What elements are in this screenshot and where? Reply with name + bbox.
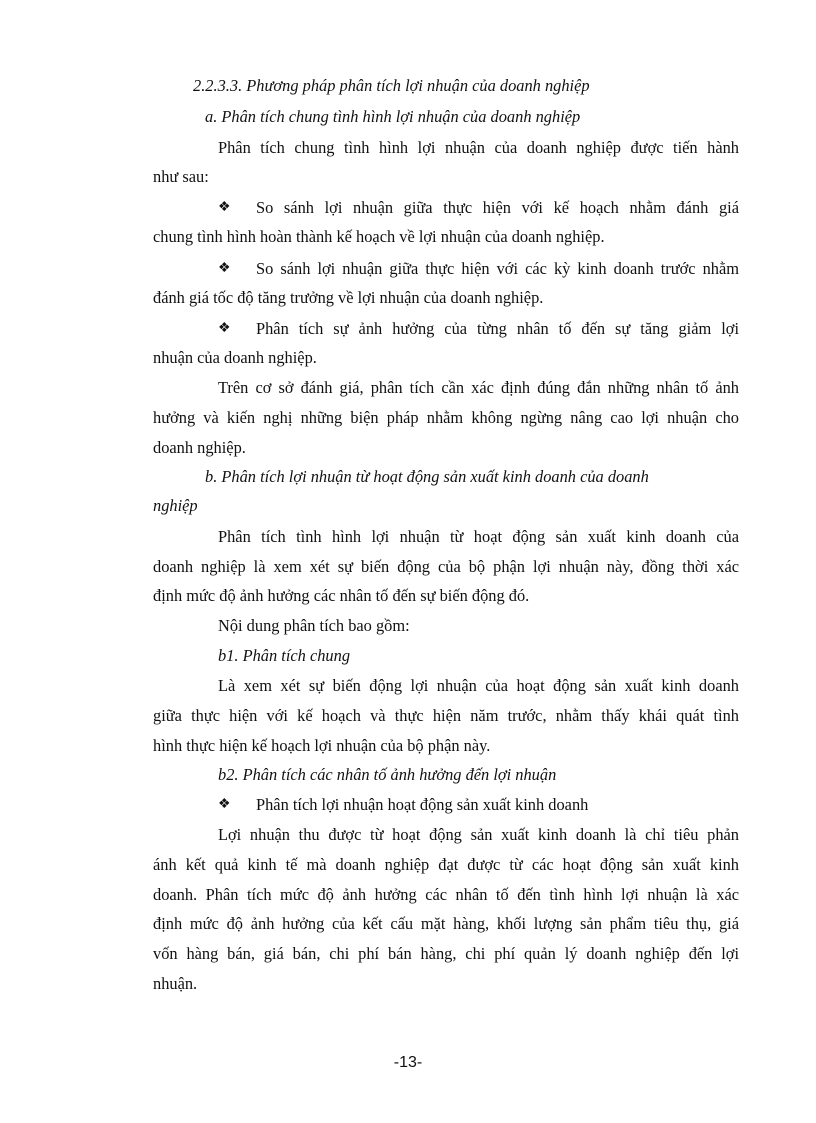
text-line: So sánh lợi nhuận giữa thực hiện với kế hoạch nhằm đánh giá [256,198,739,217]
diamond-bullet-icon: ❖ [218,200,231,215]
text-line: hưởng và kiến nghị những biện pháp nhằm không ngừng nâng cao lợi nhuận cho [153,408,739,427]
diamond-bullet-icon: ❖ [218,797,231,812]
text-line: hình thực hiện kế hoạch lợi nhuận của bộ phận này. [153,736,491,755]
text-line: định mức độ ảnh hưởng của kết cấu mặt hàng, khối lượng sản phẩm tiêu thụ, giá [153,914,739,933]
text-line: Trên cơ sở đánh giá, phân tích cần xác định đúng đắn những nhân tố ảnh [218,378,739,397]
text-line: b. Phân tích lợi nhuận từ hoạt động sản xuất kinh doanh của doanh [205,467,649,486]
text-line: đánh giá tốc độ tăng trưởng về lợi nhuận của doanh nghiệp. [153,288,544,307]
text-line: doanh nghiệp. [153,438,246,457]
diamond-bullet-icon: ❖ [218,321,231,336]
text-line: Phân tích lợi nhuận hoạt động sản xuất kinh doanh [256,795,589,814]
text-line: như sau: [153,167,209,186]
text-line: Phân tích tình hình lợi nhuận từ hoạt động sản xuất kinh doanh của [218,527,739,546]
subheading-a: a. Phân tích chung tình hình lợi nhuận của doanh nghiệp [205,107,581,126]
text-line: Lợi nhuận thu được từ hoạt động sản xuất kinh doanh là chỉ tiêu phản [218,825,739,844]
text-line: nghiệp [153,496,198,515]
text-line: Phân tích sự ảnh hưởng của từng nhân tố đến sự tăng giảm lợi [256,319,739,338]
text-line: Là xem xét sự biến động lợi nhuận của hoạt động sản xuất kinh doanh [218,676,739,695]
text-line: doanh nghiệp là xem xét sự biến động của bộ phận lợi nhuận này, đồng thời xác [153,557,739,576]
text-line: doanh. Phân tích mức độ ảnh hưởng các nhân tố đến tình hình lợi nhuận là xác [153,885,739,904]
subheading-b1: b1. Phân tích chung [218,646,351,665]
text-line: nhuận. [153,974,198,993]
section-heading: 2.2.3.3. Phương pháp phân tích lợi nhuận của doanh nghiệp [193,76,590,95]
text-line: giữa thực hiện với kế hoạch và thực hiện năm trước, nhằm thấy khái quát tình [153,706,739,725]
paragraph-content-list: Nội dung phân tích bao gồm: [218,616,410,635]
page-number: -13- [393,1054,423,1071]
subheading-b2: b2. Phân tích các nhân tố ảnh hưởng đến lợi nhuận [218,765,557,784]
text-line: định mức độ ảnh hưởng các nhân tố đến sự biến động đó. [153,586,530,605]
text-line: nhuận của doanh nghiệp. [153,348,317,367]
text-line: vốn hàng bán, giá bán, chi phí bán hàng, chi phí quản lý doanh nghiệp đến lợi [153,944,739,963]
diamond-bullet-icon: ❖ [218,261,231,276]
text-line: ánh kết quả kinh tế mà doanh nghiệp đạt được từ các hoạt động sản xuất kinh [153,855,739,874]
text-line: Phân tích chung tình hình lợi nhuận của doanh nghiệp được tiến hành [218,138,739,157]
text-line: chung tình hình hoàn thành kế hoạch về lợi nhuận của doanh nghiệp. [153,227,605,246]
text-line: So sánh lợi nhuận giữa thực hiện với các kỳ kinh doanh trước nhằm [256,259,739,278]
